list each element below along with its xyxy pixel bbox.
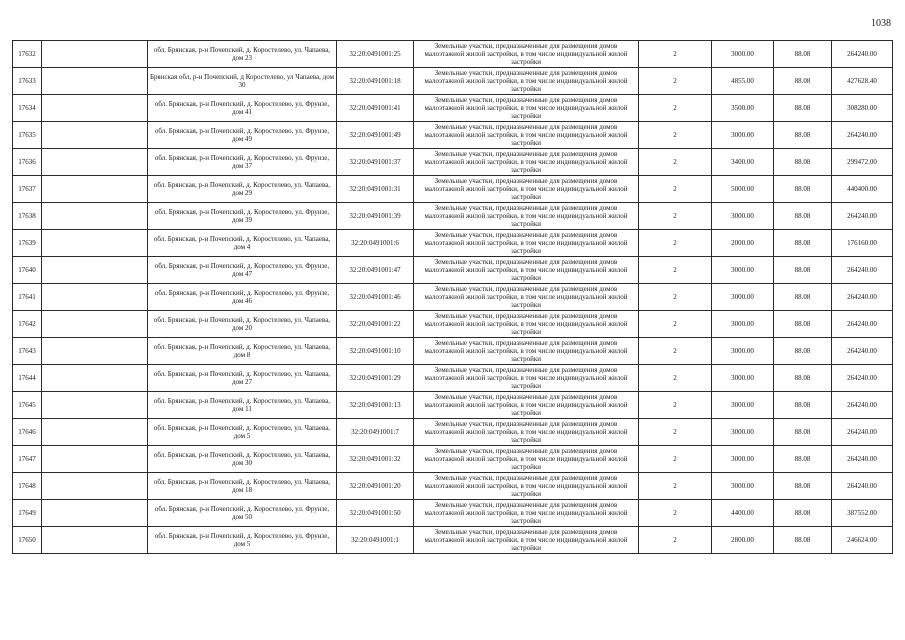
- category-cell: 2: [639, 365, 712, 392]
- permitted-use-cell: Земельные участки, предназначенные для размещения домов малоэтажной жилой застройки, в том числе индивидуальной жилой застройки: [414, 176, 639, 203]
- rate-cell: 88.08: [774, 338, 832, 365]
- cadastral-number-cell: 32:20:0491001:37: [337, 149, 414, 176]
- address-cell: обл. Брянская, р-н Почепский, д. Коростелево, ул. Чапаева, дом 5: [148, 419, 337, 446]
- row-number: 17637: [13, 176, 42, 203]
- address-cell: обл. Брянская, р-н Почепский, д. Коростелево, ул. Чапаева, дом 4: [148, 230, 337, 257]
- area-cell: 3000.00: [712, 473, 774, 500]
- address-cell: обл. Брянская, р-н Почепский, д. Коростелево, ул. Фрунзе, дом 37: [148, 149, 337, 176]
- address-cell: обл. Брянская, р-н Почепский, д. Коростелево, ул. Фрунзе, дом 50: [148, 500, 337, 527]
- row-number: 17640: [13, 257, 42, 284]
- category-cell: 2: [639, 473, 712, 500]
- category-cell: 2: [639, 446, 712, 473]
- permitted-use-cell: Земельные участки, предназначенные для размещения домов малоэтажной жилой застройки, в том числе индивидуальной жилой застройки: [414, 41, 639, 68]
- rate-cell: 88.08: [774, 446, 832, 473]
- rate-cell: 88.08: [774, 473, 832, 500]
- rate-cell: 88.08: [774, 284, 832, 311]
- row-number: 17639: [13, 230, 42, 257]
- cadastral-number-cell: 32:20:0491001:50: [337, 500, 414, 527]
- permitted-use-cell: Земельные участки, предназначенные для размещения домов малоэтажной жилой застройки, в том числе индивидуальной жилой застройки: [414, 473, 639, 500]
- address-cell: обл. Брянская, р-н Почепский, д. Коростелево, ул. Чапаева, дом 20: [148, 311, 337, 338]
- category-cell: 2: [639, 95, 712, 122]
- table-row: [13, 446, 893, 473]
- area-cell: 3500.00: [712, 95, 774, 122]
- cadastral-value-cell: 264240.00: [832, 392, 893, 419]
- area-cell: 3000.00: [712, 284, 774, 311]
- cadastral-number-cell: 32:20:0491001:41: [337, 95, 414, 122]
- cadastral-value-cell: 176160.00: [832, 230, 893, 257]
- cadastral-value-cell: 308280.00: [832, 95, 893, 122]
- category-cell: 2: [639, 149, 712, 176]
- category-cell: 2: [639, 203, 712, 230]
- permitted-use-cell: Земельные участки, предназначенные для размещения домов малоэтажной жилой застройки, в том числе индивидуальной жилой застройки: [414, 500, 639, 527]
- permitted-use-cell: Земельные участки, предназначенные для размещения домов малоэтажной жилой застройки, в том числе индивидуальной жилой застройки: [414, 365, 639, 392]
- permitted-use-cell: Земельные участки, предназначенные для размещения домов малоэтажной жилой застройки, в том числе индивидуальной жилой застройки: [414, 203, 639, 230]
- row-number: 17641: [13, 284, 42, 311]
- rate-cell: 88.08: [774, 176, 832, 203]
- cadastral-number-cell: 32:20:0491001:29: [337, 365, 414, 392]
- rate-cell: 88.08: [774, 149, 832, 176]
- empty-cell: [42, 95, 148, 122]
- rate-cell: 88.08: [774, 500, 832, 527]
- address-cell: обл. Брянская, р-н Почепский, д. Коростелево, ул. Фрунзе, дом 5: [148, 527, 337, 554]
- empty-cell: [42, 473, 148, 500]
- table-row: [13, 419, 893, 446]
- area-cell: 4855.00: [712, 68, 774, 95]
- table-row: [13, 338, 893, 365]
- category-cell: 2: [639, 338, 712, 365]
- permitted-use-cell: Земельные участки, предназначенные для размещения домов малоэтажной жилой застройки, в том числе индивидуальной жилой застройки: [414, 527, 639, 554]
- cadastral-number-cell: 32:20:0491001:22: [337, 311, 414, 338]
- category-cell: 2: [639, 392, 712, 419]
- category-cell: 2: [639, 68, 712, 95]
- table-row: [13, 500, 893, 527]
- row-number: 17646: [13, 419, 42, 446]
- cadastral-value-cell: 299472.00: [832, 149, 893, 176]
- cadastral-value-cell: 264240.00: [832, 311, 893, 338]
- cadastral-value-cell: 264240.00: [832, 203, 893, 230]
- permitted-use-cell: Земельные участки, предназначенные для размещения домов малоэтажной жилой застройки, в том числе индивидуальной жилой застройки: [414, 230, 639, 257]
- cadastral-number-cell: 32:20:0491001:47: [337, 257, 414, 284]
- address-cell: обл. Брянская, р-н Почепский, д. Коростелево, ул. Фрунзе, дом 41: [148, 95, 337, 122]
- cadastral-value-cell: 264240.00: [832, 284, 893, 311]
- empty-cell: [42, 392, 148, 419]
- address-cell: обл. Брянская, р-н Почепский, д. Коростелево, ул. Чапаева, дом 11: [148, 392, 337, 419]
- empty-cell: [42, 257, 148, 284]
- rate-cell: 88.08: [774, 419, 832, 446]
- address-cell: обл. Брянская, р-н Почепский, д. Коростелево, ул. Чапаева, дом 27: [148, 365, 337, 392]
- row-number: 17650: [13, 527, 42, 554]
- permitted-use-cell: Земельные участки, предназначенные для размещения домов малоэтажной жилой застройки, в том числе индивидуальной жилой застройки: [414, 311, 639, 338]
- row-number: 17638: [13, 203, 42, 230]
- row-number: 17634: [13, 95, 42, 122]
- area-cell: 3000.00: [712, 446, 774, 473]
- cadastral-number-cell: 32:20:0491001:6: [337, 230, 414, 257]
- empty-cell: [42, 230, 148, 257]
- cadastral-registry-table: [12, 40, 893, 554]
- row-number: 17648: [13, 473, 42, 500]
- row-number: 17649: [13, 500, 42, 527]
- row-number: 17643: [13, 338, 42, 365]
- table-row: [13, 203, 893, 230]
- category-cell: 2: [639, 122, 712, 149]
- area-cell: 3000.00: [712, 122, 774, 149]
- rate-cell: 88.08: [774, 311, 832, 338]
- area-cell: 3400.00: [712, 149, 774, 176]
- row-number: 17645: [13, 392, 42, 419]
- cadastral-value-cell: 264240.00: [832, 41, 893, 68]
- permitted-use-cell: Земельные участки, предназначенные для размещения домов малоэтажной жилой застройки, в том числе индивидуальной жилой застройки: [414, 68, 639, 95]
- address-cell: обл. Брянская, р-н Почепский, д. Коростелево, ул. Чапаева, дом 8: [148, 338, 337, 365]
- row-number: 17632: [13, 41, 42, 68]
- address-cell: обл. Брянская, р-н Почепский, д. Коростелево, ул. Чапаева, дом 29: [148, 176, 337, 203]
- table-row: [13, 257, 893, 284]
- permitted-use-cell: Земельные участки, предназначенные для размещения домов малоэтажной жилой застройки, в том числе индивидуальной жилой застройки: [414, 338, 639, 365]
- cadastral-number-cell: 32:20:0491001:20: [337, 473, 414, 500]
- area-cell: 3000.00: [712, 41, 774, 68]
- cadastral-number-cell: 32:20:0491001:39: [337, 203, 414, 230]
- permitted-use-cell: Земельные участки, предназначенные для размещения домов малоэтажной жилой застройки, в том числе индивидуальной жилой застройки: [414, 95, 639, 122]
- empty-cell: [42, 338, 148, 365]
- rate-cell: 88.08: [774, 203, 832, 230]
- area-cell: 3000.00: [712, 203, 774, 230]
- cadastral-value-cell: 264240.00: [832, 446, 893, 473]
- rate-cell: 88.08: [774, 365, 832, 392]
- cadastral-value-cell: 264240.00: [832, 257, 893, 284]
- category-cell: 2: [639, 419, 712, 446]
- category-cell: 2: [639, 41, 712, 68]
- table-row: [13, 122, 893, 149]
- empty-cell: [42, 203, 148, 230]
- area-cell: 3000.00: [712, 419, 774, 446]
- area-cell: 2000.00: [712, 230, 774, 257]
- empty-cell: [42, 311, 148, 338]
- row-number: 17647: [13, 446, 42, 473]
- cadastral-value-cell: 440400.00: [832, 176, 893, 203]
- cadastral-number-cell: 32:20:0491001:1: [337, 527, 414, 554]
- empty-cell: [42, 365, 148, 392]
- category-cell: 2: [639, 311, 712, 338]
- table-row: [13, 392, 893, 419]
- table-row: [13, 68, 893, 95]
- cadastral-number-cell: 32:20:0491001:31: [337, 176, 414, 203]
- cadastral-number-cell: 32:20:0491001:7: [337, 419, 414, 446]
- permitted-use-cell: Земельные участки, предназначенные для размещения домов малоэтажной жилой застройки, в том числе индивидуальной жилой застройки: [414, 257, 639, 284]
- rate-cell: 88.08: [774, 41, 832, 68]
- cadastral-number-cell: 32:20:0491001:32: [337, 446, 414, 473]
- table-row: [13, 527, 893, 554]
- page-number: 1038: [871, 18, 891, 29]
- cadastral-number-cell: 32:20:0491001:10: [337, 338, 414, 365]
- permitted-use-cell: Земельные участки, предназначенные для размещения домов малоэтажной жилой застройки, в том числе индивидуальной жилой застройки: [414, 122, 639, 149]
- empty-cell: [42, 446, 148, 473]
- rate-cell: 88.08: [774, 122, 832, 149]
- cadastral-value-cell: 264240.00: [832, 419, 893, 446]
- area-cell: 3000.00: [712, 365, 774, 392]
- empty-cell: [42, 41, 148, 68]
- row-number: 17635: [13, 122, 42, 149]
- address-cell: обл. Брянская, р-н Почепский, д. Коростелево, ул. Чапаева, дом 23: [148, 41, 337, 68]
- area-cell: 2800.00: [712, 527, 774, 554]
- cadastral-value-cell: 264240.00: [832, 338, 893, 365]
- table-row: [13, 176, 893, 203]
- address-cell: обл. Брянская, р-н Почепский, д. Коростелево, ул. Фрунзе, дом 46: [148, 284, 337, 311]
- cadastral-value-cell: 246624.00: [832, 527, 893, 554]
- address-cell: обл. Брянская, р-н Почепский, д. Коростелево, ул. Фрунзе, дом 49: [148, 122, 337, 149]
- permitted-use-cell: Земельные участки, предназначенные для размещения домов малоэтажной жилой застройки, в том числе индивидуальной жилой застройки: [414, 284, 639, 311]
- empty-cell: [42, 149, 148, 176]
- row-number: 17633: [13, 68, 42, 95]
- row-number: 17642: [13, 311, 42, 338]
- area-cell: 5000.00: [712, 176, 774, 203]
- registry-body: [13, 41, 893, 554]
- permitted-use-cell: Земельные участки, предназначенные для размещения домов малоэтажной жилой застройки, в том числе индивидуальной жилой застройки: [414, 392, 639, 419]
- address-cell: обл. Брянская, р-н Почепский, д. Коростелево, ул. Чапаева, дом 30: [148, 446, 337, 473]
- empty-cell: [42, 176, 148, 203]
- empty-cell: [42, 527, 148, 554]
- rate-cell: 88.08: [774, 95, 832, 122]
- cadastral-value-cell: 264240.00: [832, 473, 893, 500]
- permitted-use-cell: Земельные участки, предназначенные для размещения домов малоэтажной жилой застройки, в том числе индивидуальной жилой застройки: [414, 446, 639, 473]
- row-number: 17644: [13, 365, 42, 392]
- category-cell: 2: [639, 230, 712, 257]
- address-cell: обл. Брянская, р-н Почепский, д. Коростелево, ул. Чапаева, дом 18: [148, 473, 337, 500]
- table-row: [13, 95, 893, 122]
- area-cell: 3000.00: [712, 257, 774, 284]
- cadastral-number-cell: 32:20:0491001:25: [337, 41, 414, 68]
- category-cell: 2: [639, 527, 712, 554]
- area-cell: 4400.00: [712, 500, 774, 527]
- area-cell: 3000.00: [712, 311, 774, 338]
- cadastral-number-cell: 32:20:0491001:49: [337, 122, 414, 149]
- table-row: [13, 284, 893, 311]
- cadastral-value-cell: 264240.00: [832, 122, 893, 149]
- empty-cell: [42, 68, 148, 95]
- empty-cell: [42, 284, 148, 311]
- area-cell: 3000.00: [712, 392, 774, 419]
- cadastral-number-cell: 32:20:0491001:13: [337, 392, 414, 419]
- empty-cell: [42, 122, 148, 149]
- category-cell: 2: [639, 500, 712, 527]
- table-row: [13, 311, 893, 338]
- category-cell: 2: [639, 176, 712, 203]
- address-cell: обл. Брянская, р-н Почепский, д. Коростелево, ул. Фрунзе, дом 39: [148, 203, 337, 230]
- permitted-use-cell: Земельные участки, предназначенные для размещения домов малоэтажной жилой застройки, в том числе индивидуальной жилой застройки: [414, 419, 639, 446]
- rate-cell: 88.08: [774, 527, 832, 554]
- cadastral-value-cell: 264240.00: [832, 365, 893, 392]
- address-cell: Брянская обл, р-н Почепский, д Коростелево, ул Чапаева, дом 30: [148, 68, 337, 95]
- rate-cell: 88.08: [774, 68, 832, 95]
- category-cell: 2: [639, 257, 712, 284]
- cadastral-value-cell: 387552.00: [832, 500, 893, 527]
- rate-cell: 88.08: [774, 230, 832, 257]
- empty-cell: [42, 419, 148, 446]
- table-row: [13, 230, 893, 257]
- row-number: 17636: [13, 149, 42, 176]
- cadastral-value-cell: 427628.40: [832, 68, 893, 95]
- table-row: [13, 365, 893, 392]
- cadastral-number-cell: 32:20:0491001:18: [337, 68, 414, 95]
- table-row: [13, 41, 893, 68]
- rate-cell: 88.08: [774, 257, 832, 284]
- area-cell: 3000.00: [712, 338, 774, 365]
- category-cell: 2: [639, 284, 712, 311]
- cadastral-number-cell: 32:20:0491001:46: [337, 284, 414, 311]
- rate-cell: 88.08: [774, 392, 832, 419]
- table-row: [13, 473, 893, 500]
- permitted-use-cell: Земельные участки, предназначенные для размещения домов малоэтажной жилой застройки, в том числе индивидуальной жилой застройки: [414, 149, 639, 176]
- empty-cell: [42, 500, 148, 527]
- address-cell: обл. Брянская, р-н Почепский, д. Коростелево, ул. Фрунзе, дом 47: [148, 257, 337, 284]
- table-row: [13, 149, 893, 176]
